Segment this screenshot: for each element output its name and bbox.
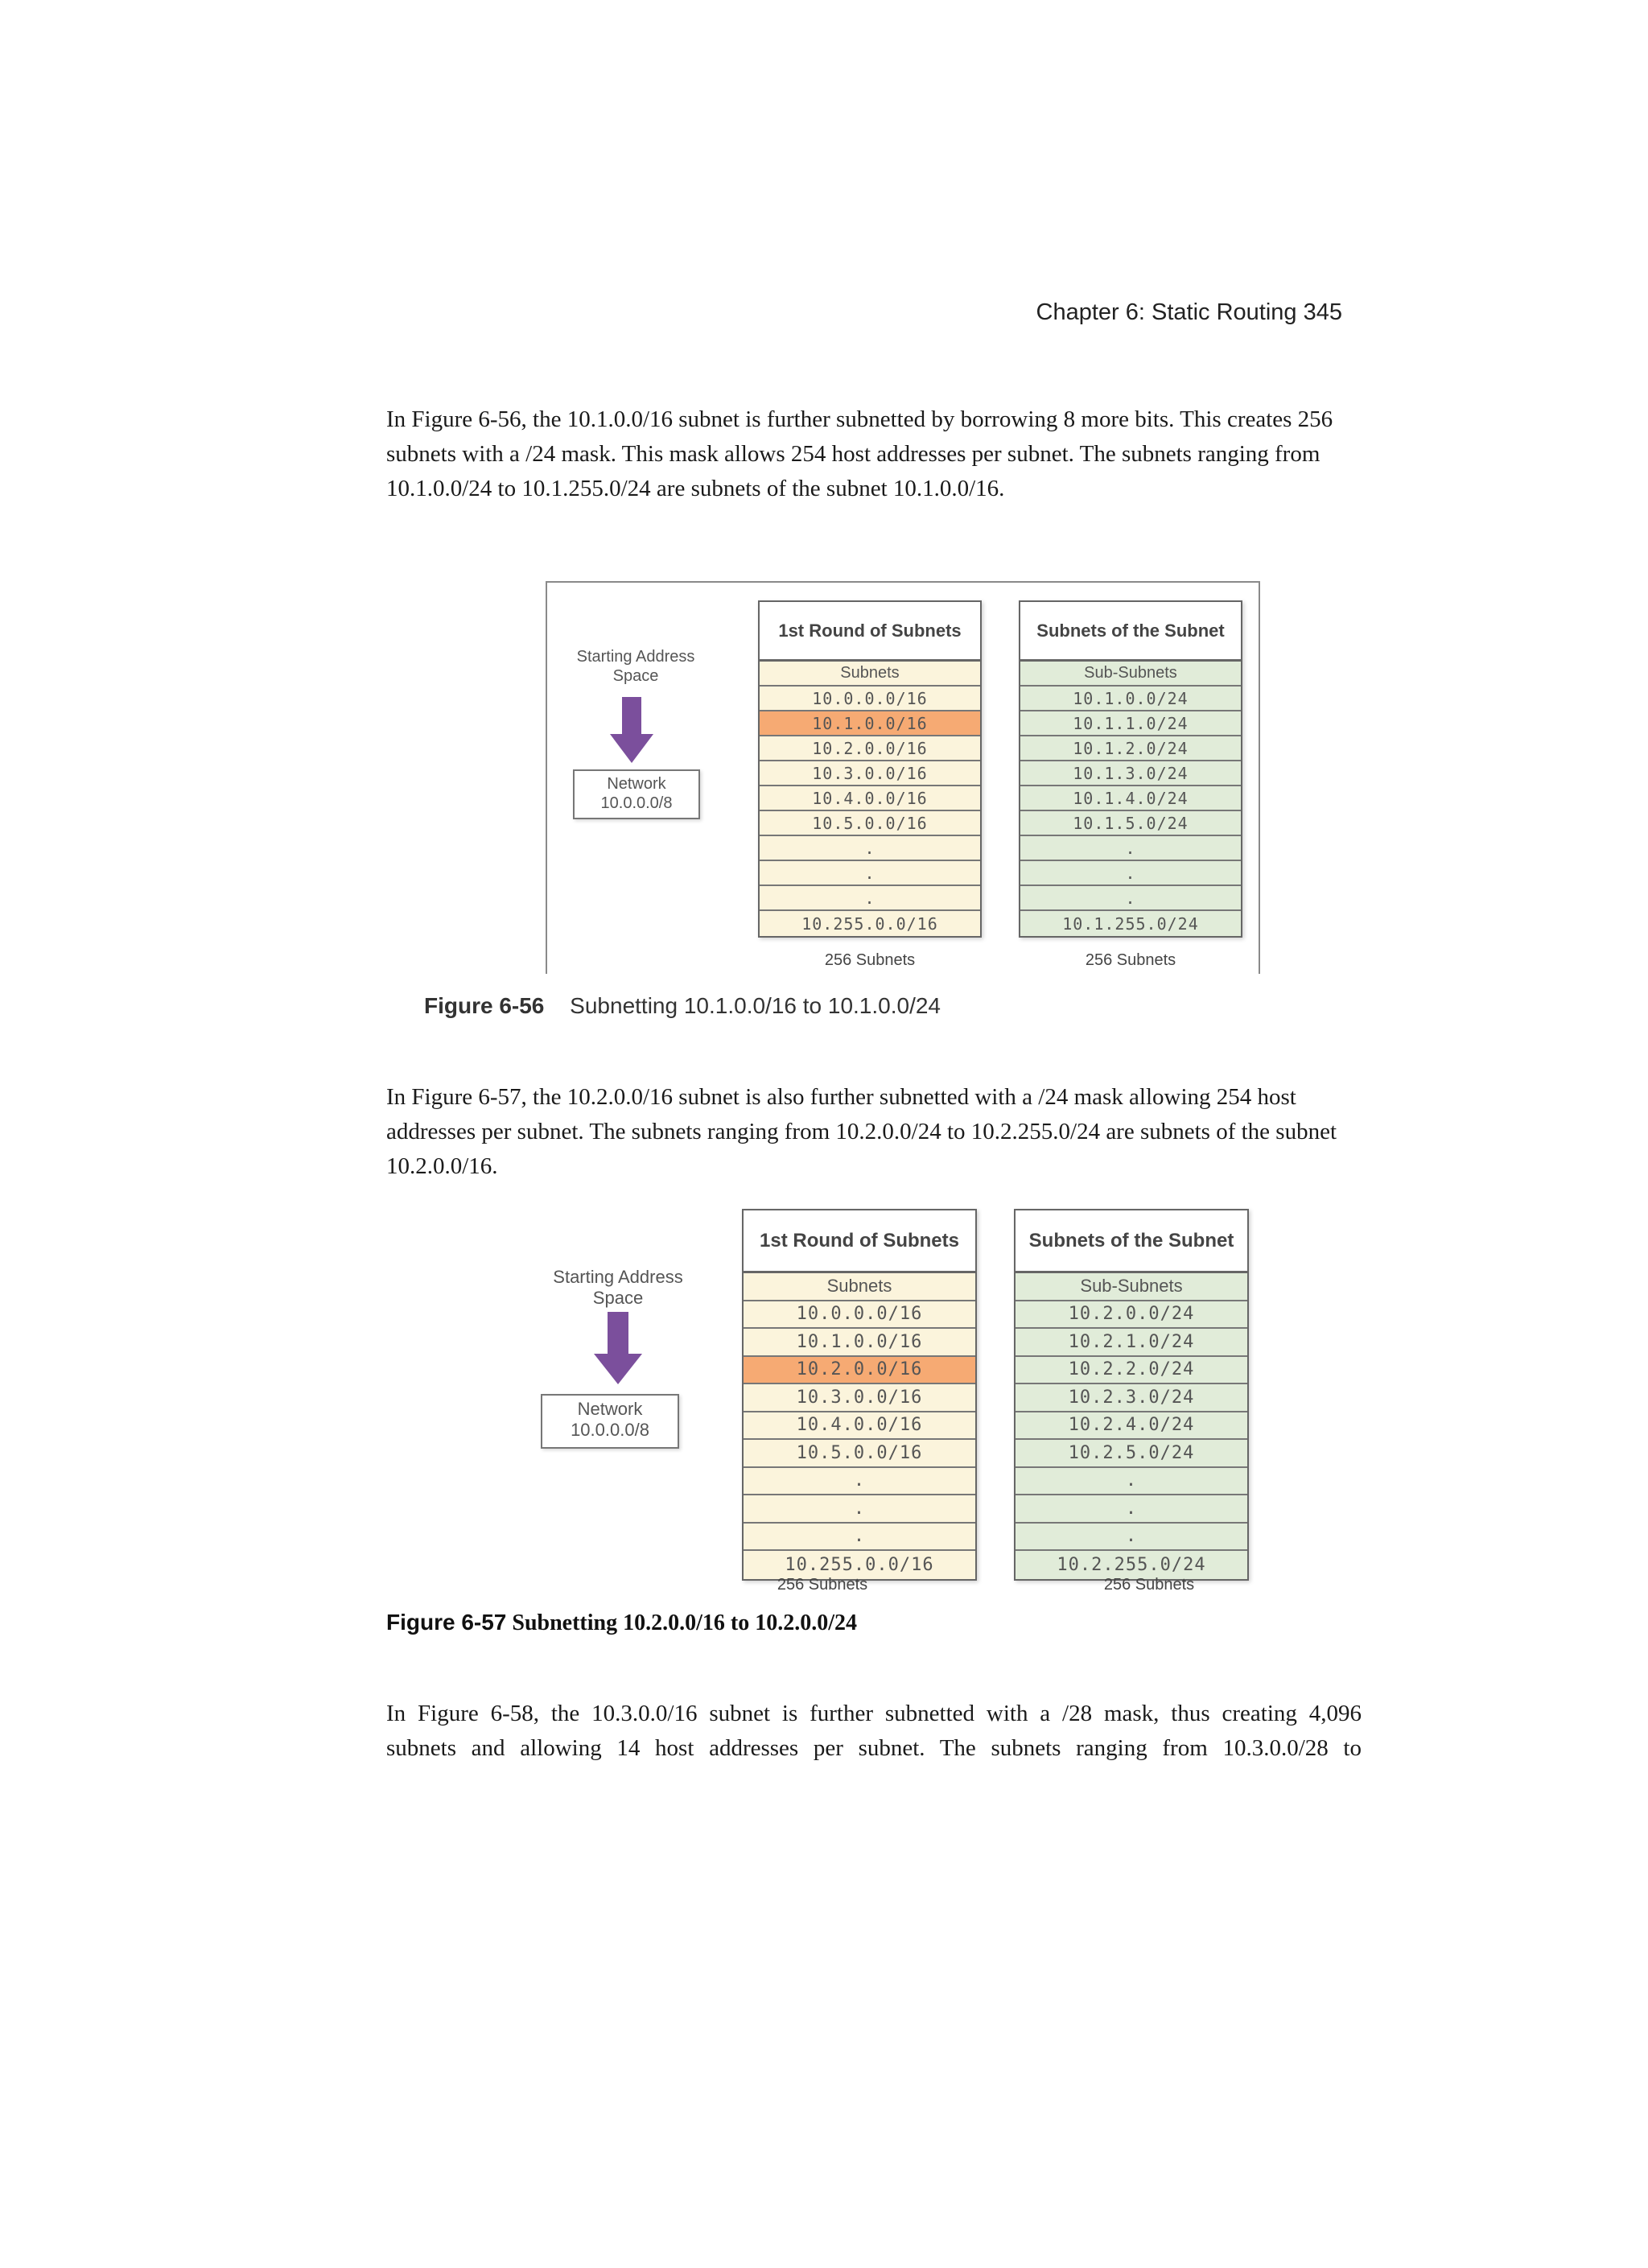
table-rows <box>744 1273 975 1579</box>
table-row: . <box>760 836 980 861</box>
table-row: 10.2.1.0/24 <box>1016 1329 1247 1357</box>
column-header: Subnets <box>760 662 980 687</box>
table-title: 1st Round of Subnets <box>744 1210 975 1273</box>
sub-subnets-table <box>1019 600 1242 938</box>
column-header: Sub-Subnets <box>1020 662 1241 687</box>
paragraph-fig56-intro: In Figure 6-56, the 10.1.0.0/16 subnet is further subnetted by borrowing 8 more bits. This creates 256 subnets with a /24 mask. This mask allows 254 host addresses per subnet. The subnets ranging from 10.1.0.0/24 to 10.1.255.0/24 are subnets of the subnet 10.1.0.0/16. <box>386 406 1333 501</box>
table-row: 10.2.0.0/16 <box>760 736 980 761</box>
table-title: Subnets of the Subnet <box>1016 1210 1247 1273</box>
network-box <box>541 1394 679 1449</box>
paragraph-line: subnets and allowing 14 host addresses per subnet. The subnets ranging from 10.3.0.0/28 to <box>386 1735 1362 1761</box>
table-row: 10.4.0.0/16 <box>744 1412 975 1441</box>
table-row: 10.1.255.0/24 <box>1020 911 1241 936</box>
table-row: . <box>1016 1468 1247 1496</box>
table-row: 10.255.0.0/16 <box>744 1551 975 1579</box>
table-row: 10.2.2.0/24 <box>1016 1357 1247 1385</box>
table-row: 10.1.2.0/24 <box>1020 736 1241 761</box>
paragraph-fig57-intro: In Figure 6-57, the 10.2.0.0/16 subnet is also further subnetted with a /24 mask allowing 254 host addresses per subnet. The subnets ranging from 10.2.0.0/24 to 10.2.255.0/24 are subnets of the subnet 10.2.0.0/16. <box>386 1084 1337 1179</box>
table-row: . <box>1020 836 1241 861</box>
table-row: 10.0.0.0/16 <box>760 687 980 711</box>
table-row: 10.2.3.0/24 <box>1016 1384 1247 1412</box>
table-row: . <box>744 1468 975 1496</box>
network-value: 10.0.0.0/8 <box>600 794 673 812</box>
first-round-subnets-table <box>742 1209 977 1581</box>
table-row: 10.1.5.0/24 <box>1020 811 1241 836</box>
table-row: 10.2.0.0/24 <box>1016 1301 1247 1330</box>
table-row: 10.1.0.0/24 <box>1020 687 1241 711</box>
table-row: 10.3.0.0/16 <box>760 761 980 786</box>
page-header: Chapter 6: Static Routing 345 <box>1036 299 1342 325</box>
first-round-subnets-table <box>758 600 982 938</box>
table-row: 10.1.4.0/24 <box>1020 786 1241 811</box>
table-row: . <box>760 861 980 886</box>
table-row: 10.5.0.0/16 <box>760 811 980 836</box>
figure-6-57 <box>538 1206 1262 1600</box>
table-title: 1st Round of Subnets <box>760 602 980 662</box>
starting-address-label: Starting Address Space <box>553 1267 683 1308</box>
paragraph-fig58-intro <box>386 1697 1362 1766</box>
network-label: Network <box>607 775 666 793</box>
network-box <box>573 769 700 819</box>
caption-number: Figure 6-57 <box>386 1610 507 1635</box>
table-rows <box>1020 662 1241 936</box>
table-row: 10.1.0.0/16 <box>760 711 980 736</box>
sub-subnets-table <box>1014 1209 1249 1581</box>
table-row: . <box>760 886 980 911</box>
table-row: 10.2.5.0/24 <box>1016 1440 1247 1468</box>
table-row: 10.1.0.0/16 <box>744 1329 975 1357</box>
down-arrow-icon <box>604 697 660 765</box>
network-label: Network <box>577 1399 643 1419</box>
network-value: 10.0.0.0/8 <box>571 1420 649 1440</box>
table-row: 10.3.0.0/16 <box>744 1384 975 1412</box>
column-header: Sub-Subnets <box>1016 1273 1247 1301</box>
column-header: Subnets <box>744 1273 975 1301</box>
figure-6-57-caption <box>386 1610 857 1636</box>
table-row: . <box>744 1495 975 1524</box>
table-row: 10.255.0.0/16 <box>760 911 980 936</box>
table-row: . <box>1016 1495 1247 1524</box>
table-rows <box>1016 1273 1247 1579</box>
caption-text: Subnetting 10.2.0.0/16 to 10.2.0.0/24 <box>512 1610 857 1635</box>
down-arrow-icon <box>586 1312 650 1386</box>
caption-number: Figure 6-56 <box>424 993 545 1018</box>
table-row: . <box>1016 1524 1247 1552</box>
table-title: Subnets of the Subnet <box>1020 602 1241 662</box>
table-row: 10.0.0.0/16 <box>744 1301 975 1330</box>
table-row: 10.2.0.0/16 <box>744 1357 975 1385</box>
table-row: 10.1.3.0/24 <box>1020 761 1241 786</box>
table-row: 10.5.0.0/16 <box>744 1440 975 1468</box>
starting-address-label: Starting Address Space <box>576 648 695 685</box>
table-row: . <box>744 1524 975 1552</box>
subnet-count-label: 256 Subnets <box>777 1576 868 1594</box>
table-row: 10.4.0.0/16 <box>760 786 980 811</box>
subnet-count-label: 256 Subnets <box>1085 951 1176 969</box>
table-row: . <box>1020 886 1241 911</box>
caption-text: Subnetting 10.1.0.0/16 to 10.1.0.0/24 <box>570 993 941 1018</box>
table-row: 10.1.1.0/24 <box>1020 711 1241 736</box>
subnet-count-label: 256 Subnets <box>824 951 916 969</box>
figure-6-56 <box>546 581 1260 974</box>
table-row: 10.2.4.0/24 <box>1016 1412 1247 1441</box>
table-rows <box>760 662 980 936</box>
table-row: 10.2.255.0/24 <box>1016 1551 1247 1579</box>
table-row: . <box>1020 861 1241 886</box>
subnet-count-label: 256 Subnets <box>1103 1576 1195 1594</box>
paragraph-line: In Figure 6-58, the 10.3.0.0/16 subnet is further subnetted with a /28 mask, thus creating 4,096 <box>386 1701 1362 1726</box>
figure-6-56-caption <box>424 993 941 1019</box>
